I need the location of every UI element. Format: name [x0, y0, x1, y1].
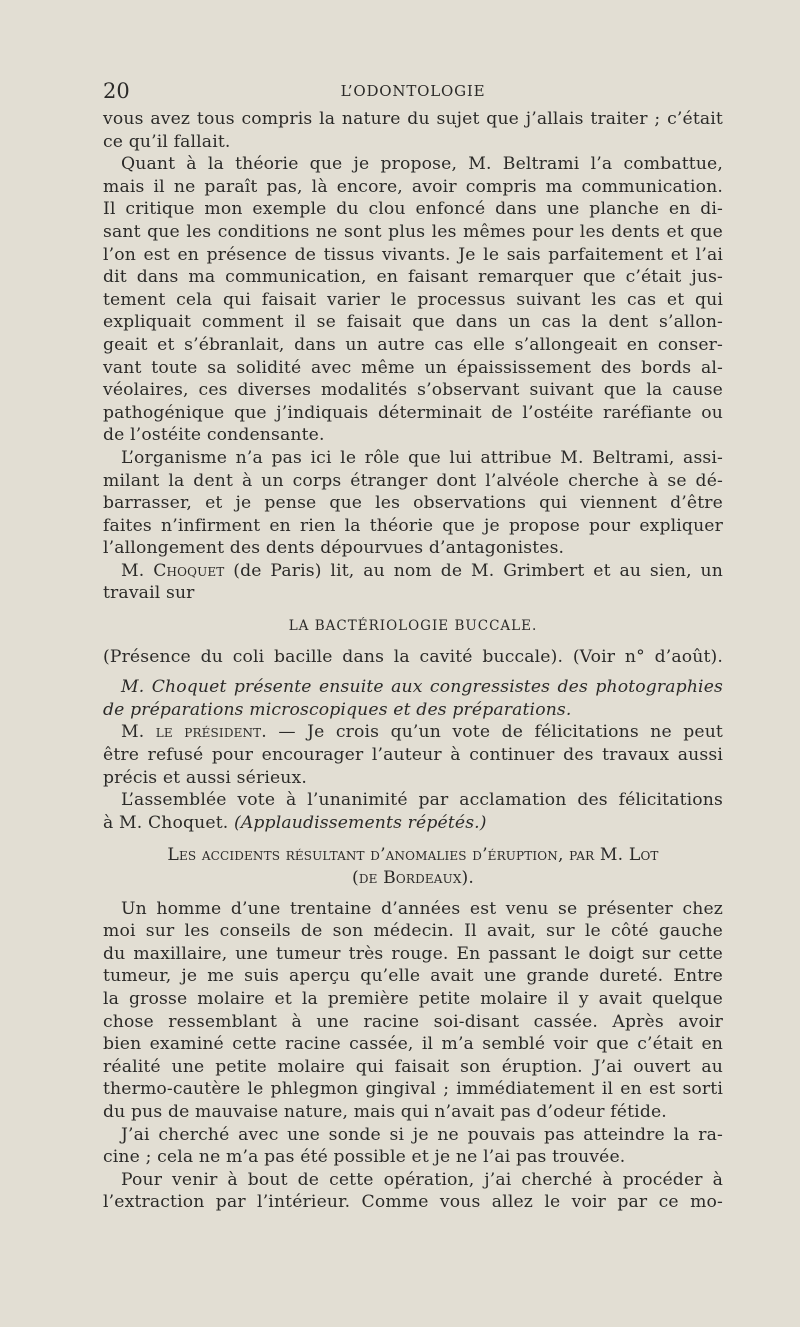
text-line: barrasser, et je pense que les observations qui viennent d’être — [103, 493, 723, 514]
text-line: de préparations microscopiques et des préparations. — [103, 699, 572, 720]
president-paragraph — [103, 721, 723, 789]
text-line: mais il ne paraît pas, là encore, avoir compris ma communication. — [103, 176, 723, 197]
text-line: l’on est en présence de tissus vivants. Je le sais parfaitement et l’ai — [103, 244, 723, 265]
text-line: moi sur les conseils de son médecin. Il avait, sur le côté gauche — [103, 921, 723, 942]
text-line: ce qu’il fallait. — [103, 131, 231, 152]
text-line: du pus de mauvaise nature, mais qui n’avait pas d’odeur fétide. — [103, 1101, 667, 1122]
text-line: du maxillaire, une tumeur très rouge. En passant le doigt sur cette — [103, 943, 723, 964]
spacer — [103, 834, 723, 844]
page-body — [103, 108, 723, 1214]
spacer — [103, 668, 723, 676]
text-line — [103, 721, 723, 744]
text-fragment: (de Paris) lit, au nom de M. Grimbert et au sien, un — [224, 560, 723, 581]
section-heading: (de Bordeaux). — [351, 868, 475, 888]
text-line: réalité une petite molaire qui faisait son éruption. J’ai ouvert au — [103, 1056, 723, 1077]
text-fragment: à M. Choquet. — [103, 812, 234, 833]
paragraph-3 — [103, 447, 723, 560]
spacer — [103, 605, 723, 615]
applause-note: (Applaudissements répétés.) — [233, 812, 487, 833]
text-line: sant que les conditions ne sont plus les mêmes pour les dents et que — [103, 221, 723, 242]
text-line: milant la dent à un corps étranger dont l’alvéole cherche à se dé- — [103, 470, 723, 491]
text-line: dit dans ma communication, en faisant remarquer que c’était jus- — [103, 267, 723, 288]
section-subheading: (Présence du coli bacille dans la cavité buccale). (Voir n° d’août). — [103, 646, 723, 667]
text-line: tumeur, je me suis aperçu qu’elle avait une grande dureté. Entre — [103, 966, 723, 987]
text-line: travail sur — [103, 583, 195, 604]
speaker-name: M. le président. — [121, 722, 267, 743]
spacer — [103, 890, 723, 898]
paragraph-4 — [103, 560, 723, 605]
text-line: Un homme d’une trentaine d’années est venu se présenter chez — [121, 898, 723, 919]
section-heading: Les accidents résultant d’anomalies d’éruption, par M. Lot — [167, 845, 659, 866]
paragraph-1 — [103, 108, 723, 153]
spacer — [103, 638, 723, 646]
text-line: Il critique mon exemple du clou enfoncé dans une planche en di- — [103, 199, 723, 220]
text-line: l’allongement des dents dépourvues d’antagonistes. — [103, 538, 565, 559]
text-line: la grosse molaire et la première petite molaire il y avait quelque — [103, 988, 723, 1009]
assembly-paragraph — [103, 789, 723, 834]
text-line: précis et aussi sérieux. — [103, 767, 307, 788]
text-line: M. Choquet présente ensuite aux congressistes des photographies — [121, 677, 723, 698]
text-line — [103, 560, 723, 583]
running-title: L’ODONTOLOGIE — [340, 82, 486, 100]
text-line: être refusé pour encourager l’auteur à continuer des travaux aussi — [103, 745, 723, 766]
text-line: L’organisme n’a pas ici le rôle que lui attribue M. Beltrami, assi- — [121, 447, 723, 468]
italic-paragraph — [103, 676, 723, 721]
text-line: vant toute sa solidité avec même un épaississement des bords al- — [103, 357, 723, 378]
text-line: geait et s’ébranlait, dans un autre cas elle s’allongeait en conser- — [103, 334, 723, 355]
text-line: chose ressemblant à une racine soi-disant cassée. Après avoir — [103, 1011, 723, 1032]
text-line: l’extraction par l’intérieur. Comme vous allez le voir par ce mo- — [103, 1192, 723, 1213]
text-line: Pour venir à bout de cette opération, j’ai cherché à procéder à — [121, 1169, 723, 1190]
text-line: pathogénique que j’indiquais déterminait de l’ostéite raréfiante ou — [103, 402, 723, 423]
text-line: bien examiné cette racine cassée, il m’a semblé voir que c’était en — [103, 1034, 723, 1055]
speaker-name: M. Choquet — [121, 560, 225, 581]
text-line: véolaires, ces diverses modalités s’observant suivant que la cause — [103, 380, 723, 401]
paragraph-5 — [103, 898, 723, 1124]
text-line: thermo-cautère le phlegmon gingival ; immédiatement il en est sorti — [103, 1079, 723, 1100]
text-line: de l’ostéite condensante. — [103, 425, 325, 446]
text-line: J’ai cherché avec une sonde si je ne pouvais pas atteindre la ra- — [121, 1124, 723, 1145]
paragraph-6 — [103, 1124, 723, 1169]
page-number: 20 — [103, 79, 130, 103]
text-line: cine ; cela ne m’a pas été possible et je ne l’ai pas trouvée. — [103, 1147, 626, 1168]
text-line: faites n’infirment en rien la théorie que je propose pour expliquer — [103, 515, 723, 536]
text-fragment: — Je crois qu’un vote de félicitations ne peut — [266, 722, 723, 743]
text-line: L’assemblée vote à l’unanimité par acclamation des félicitations — [121, 790, 723, 811]
paragraph-2 — [103, 153, 723, 447]
text-line — [103, 812, 723, 835]
text-line: expliquait comment il se faisait que dans un cas la dent s’allon- — [103, 312, 723, 333]
text-line: tement cela qui faisait varier le processus suivant les cas et qui — [103, 289, 723, 310]
paragraph-7 — [103, 1169, 723, 1214]
text-line: Quant à la théorie que je propose, M. Beltrami l’a combattue, — [121, 154, 723, 175]
section-heading: LA BACTÉRIOLOGIE BUCCALE. — [288, 618, 538, 635]
page-header — [103, 79, 723, 109]
text-line: vous avez tous compris la nature du sujet que j’allais traiter ; c’était — [103, 109, 723, 129]
